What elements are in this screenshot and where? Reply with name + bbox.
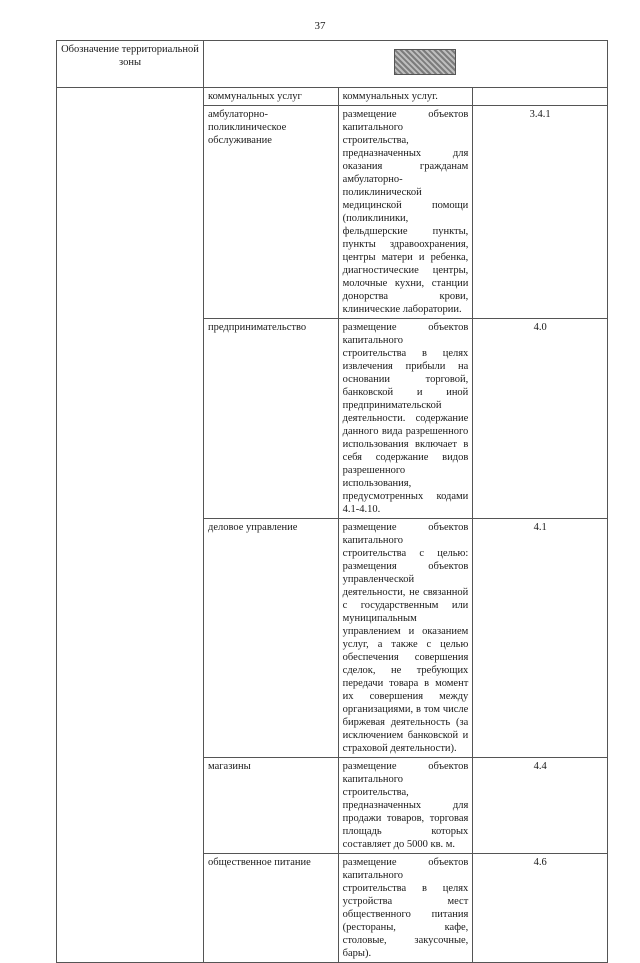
use-description: размещение объектов капитального строительства с целью: размещения объектов управленческой деятельности, не связанной с государственным или муниципальным управлением и оказанием услуг, а также с целью обеспечения совершения сделок, не требующих передачи товара в момент их совершения между организациями, в том числе биржевая деятельность (за исключением банковской и страховой деятельности). [338,519,473,758]
use-name: деловое управление [204,519,339,758]
use-description: размещение объектов капитального строительства в целях устройства мест общественного питания (рестораны, кафе, столовые, закусочные, бары). [338,854,473,963]
use-name: предпринимательство [204,319,339,519]
zone-cell-empty [57,88,204,963]
use-code: 4.6 [473,854,608,963]
use-name: общественное питание [204,854,339,963]
use-name: амбулаторно-поликлиническое обслуживание [204,106,339,319]
use-description: размещение объектов капитального строительства, предназначенных для продажи товаров, торговая площадь которых составляет до 5000 кв. м. [338,758,473,854]
use-description: коммунальных услуг. [338,88,473,106]
use-code: 3.4.1 [473,106,608,319]
use-code: 4.4 [473,758,608,854]
use-code [473,88,608,106]
table-header-row [57,41,608,88]
table-row-continuation [57,88,608,106]
use-name: магазины [204,758,339,854]
zone-stamp-cell [204,41,608,88]
use-description: размещение объектов капитального строительства, предназначенных для оказания гражданам амбулаторно-поликлинической медицинской помощи (поликлиники, фельдшерские пункты, пункты здравоохранения, центры матери и ребенка, диагностические центры, молочные кухни, станции донорства крови, клинические лаборатории. [338,106,473,319]
use-code: 4.1 [473,519,608,758]
redacted-stamp [394,49,456,75]
use-code: 4.0 [473,319,608,519]
page-number: 37 [314,20,326,32]
land-use-table [56,40,608,963]
use-name: коммунальных услуг [204,88,339,106]
zone-designation-header: Обозначение территориальной зоны [57,41,204,88]
use-description: размещение объектов капитального строительства в целях извлечения прибыли на основании торговой, банковской и иной предпринимательской деятельности. содержание данного вида разрешенного использования включает в себя содержание видов разрешенного использования, предусмотренных кодами 4.1-4.10. [338,319,473,519]
